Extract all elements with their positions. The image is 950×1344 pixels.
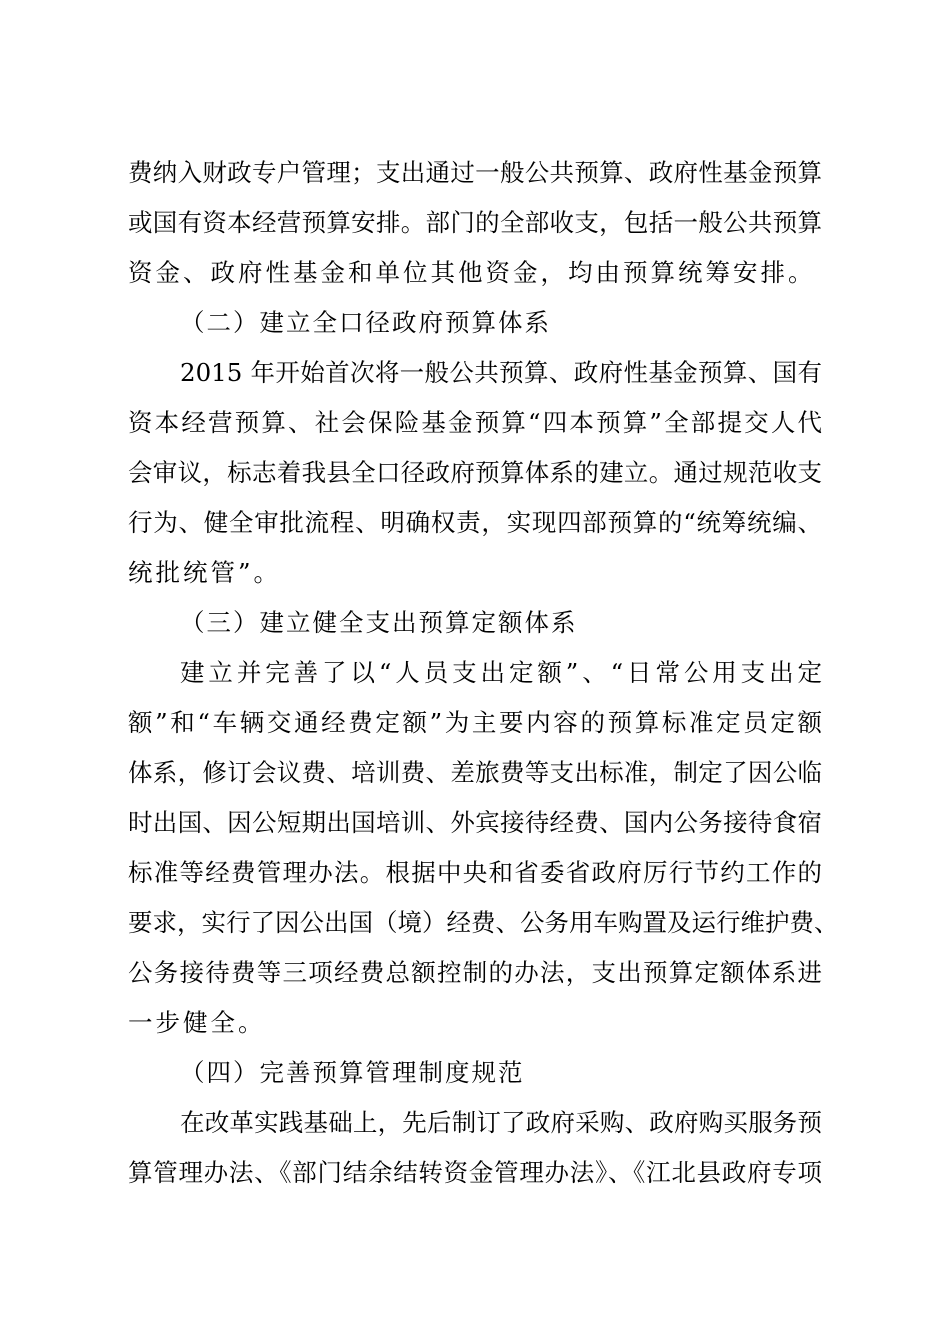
section-heading-2: （二）建立全口径政府预算体系: [180, 308, 551, 337]
body-text-line: 一步健全。: [128, 1008, 266, 1037]
section-heading-3: （三）建立健全支出预算定额体系: [180, 608, 578, 637]
body-text-line: 2015 年开始首次将一般公共预算、政府性基金预算、国有: [180, 358, 822, 387]
body-text-line: 公务接待费等三项经费总额控制的办法，支出预算定额体系进: [128, 958, 822, 987]
body-text-line: 要求，实行了因公出国（境）经费、公务用车购置及运行维护费、: [128, 908, 839, 937]
body-text-line: 费纳入财政专户管理；支出通过一般公共预算、政府性基金预算: [128, 158, 822, 187]
body-text-line: 行为、健全审批流程、明确权责，实现四部预算的“统筹统编、: [128, 508, 822, 537]
body-text-line: 算管理办法、《部门结余结转资金管理办法》、《江北县政府专项: [128, 1158, 822, 1187]
section-heading-4: （四）完善预算管理制度规范: [180, 1058, 525, 1087]
body-text-line: 或国有资本经营预算安排。部门的全部收支，包括一般公共预算: [128, 208, 822, 237]
body-text-line: 额”和“车辆交通经费定额”为主要内容的预算标准定员定额: [128, 708, 822, 737]
body-text-line: 体系，修订会议费、培训费、差旅费等支出标准，制定了因公临: [128, 758, 822, 787]
body-text-line: 建立并完善了以“人员支出定额”、“日常公用支出定: [180, 658, 822, 687]
body-text-line: 时出国、因公短期出国培训、外宾接待经费、国内公务接待食宿: [128, 808, 822, 837]
body-text-line: 会审议，标志着我县全口径政府预算体系的建立。通过规范收支: [128, 458, 822, 487]
body-text-line: 在改革实践基础上，先后制订了政府采购、政府购买服务预: [180, 1108, 822, 1137]
body-text-line: 标准等经费管理办法。根据中央和省委省政府厉行节约工作的: [128, 858, 822, 887]
body-text-line: 统批统管”。: [128, 558, 282, 587]
body-text-line: 资金、政府性基金和单位其他资金，均由预算统筹安排。: [128, 258, 816, 287]
body-text-line: 资本经营预算、社会保险基金预算“四本预算”全部提交人代: [128, 408, 822, 437]
